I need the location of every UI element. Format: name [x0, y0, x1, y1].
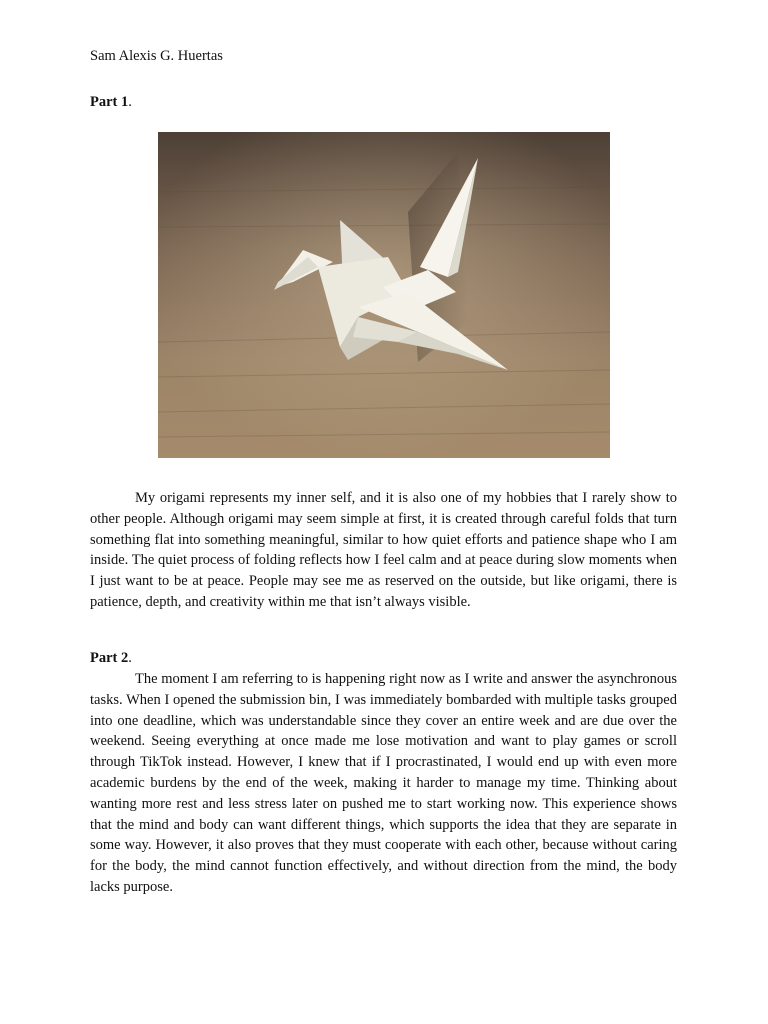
origami-crane-image: [158, 132, 610, 458]
part1-label: Part 1: [90, 94, 129, 110]
part2-label: Part 2: [90, 650, 129, 666]
part1-heading-punct: .: [128, 94, 132, 110]
author-name: Sam Alexis G. Huertas: [90, 48, 223, 64]
part2-paragraph: The moment I am referring to is happening right now as I write and answer the asynchronous tasks. When I opened the submission bin, I was immediately bombarded with multiple tasks grouped into one deadline, which was understandable since they cover an entire week and are due over the weekend. Seeing everything at once made me lose motivation and want to play games or scroll through TikTok instead. However, I knew that if I procrastinated, I would end up with even more academic burdens by the end of the week, making it harder to manage my time. Thinking about wanting more rest and less stress later on pushed me to start working now. This experience shows that the mind and body can want different things, which supports the idea that they are separate in some way. However, it also proves that they must cooperate with each other, because without caring for the body, the mind cannot function effectively, and without direction from the mind, the body lacks purpose.: [90, 671, 677, 895]
part1-paragraph: My origami represents my inner self, and it is also one of my hobbies that I rarely show to other people. Although origami may seem simple at first, it is created through careful folds that turn something flat into something meaningful, similar to how quiet efforts and patience shape who I am inside. The quiet process of folding reflects how I feel calm and at peace during slow moments when I just want to be at peace. People may see me as reserved on the outside, but like origami, there is patience, depth, and creativity within me that isn’t always visible.: [90, 490, 677, 610]
part1-heading: [90, 93, 132, 111]
part2-heading-punct: .: [128, 650, 132, 666]
origami-crane-photo: [158, 132, 610, 458]
part2-heading: [90, 649, 132, 667]
